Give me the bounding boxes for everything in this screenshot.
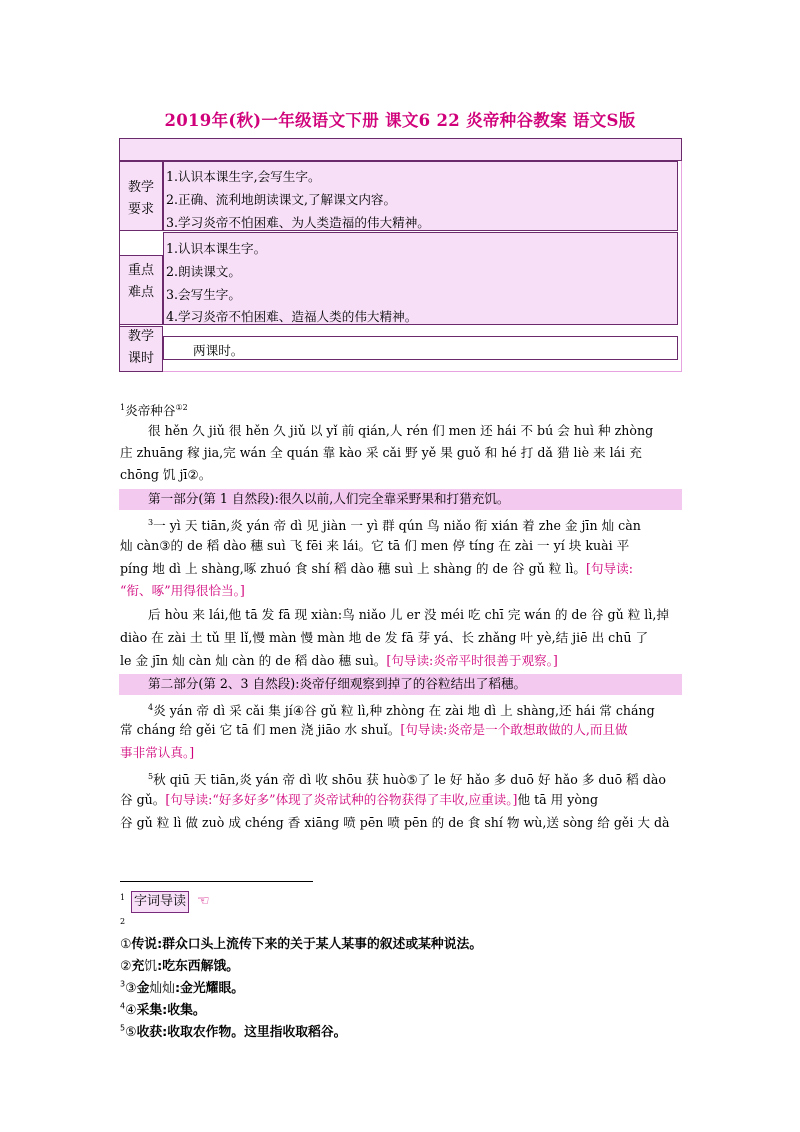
- goal-item: 1.认识本课生字,会写生字。: [166, 169, 321, 184]
- vocab-guide-label: 字词导读: [131, 891, 189, 913]
- hours-value: 两课时。: [193, 343, 244, 358]
- section-summary: 第一部分(第 1 自然段):很久以前,人们完全靠采野果和打猎充饥。: [148, 491, 510, 506]
- text-line: 谷 gǔ 粒 lì 做 zuò 成 chéng 香 xiāng 喷 pēn 喷 pēn 的 de 食 shí 物 wù,送 sòng 给 gěi 大 dà: [120, 815, 670, 830]
- text-line: 后 hòu 来 lái,他 tā 发 fā 现 xiàn:鸟 niǎo 儿 er 没 méi 吃 chī 完 wán 的 de 谷 gǔ 粒 lì,掉: [148, 607, 669, 622]
- text-line: 很 hěn 久 jiǔ 很 hěn 久 jiǔ 以 yǐ 前 qián,人 rén 们 men 还 hái 不 bú 会 huì 种 zhòng: [148, 423, 654, 438]
- text-line: 灿 càn③的 de 稻 dào 穗 suì 飞 fēi 来 lái。它 tā 们 men 停 tíng 在 zài 一 yí 块 kuài 平: [120, 538, 630, 553]
- text-line: 常 cháng 给 gěi 它 tā 们 men 浇 jiāo 水 shuǐ。[句导读:炎帝是一个敢想敢做的人,而且做: [120, 722, 628, 737]
- text-line: píng 地 dì 上 shàng,啄 zhuó 食 shí 稻 dào 穗 suì 上 shàng 的 de 谷 gǔ 粒 lì。[句导读:: [120, 561, 633, 576]
- footnote-sup: 1: [120, 893, 126, 902]
- key-point-item: 1.认识本课生字。: [166, 241, 267, 256]
- text-line: $^3$一 yì 天 tiān,炎 yán 帝 dì 见 jiàn 一 yì 群 qún 鸟 niǎo 衔 xián 着 zhe 金 jīn 灿 càn: [148, 518, 641, 534]
- footnote-item: $^5$⑤收获:收取农作物。这里指收取稻谷。: [120, 1023, 347, 1040]
- goal-item: 2.正确、流利地朗读课文,了解课文内容。: [166, 192, 397, 207]
- text-line: 谷 gǔ。[句导读:“好多好多”体现了炎帝试种的谷物获得了丰收,应重读。]他 tā 用 yòng: [120, 792, 599, 807]
- footnote-separator: [120, 881, 313, 882]
- text-line: le 金 jīn 灿 càn 灿 càn 的 de 稻 dào 穗 suì。[句导读:炎帝平时很善于观察。]: [120, 653, 558, 668]
- page-title: 2019年(秋)一年级语文下册 课文6 22 炎帝种谷教案 语文S版: [164, 111, 636, 130]
- text-line: chōng 饥 jī②。: [120, 467, 212, 482]
- key-point-item: 2.朗读课文。: [166, 264, 241, 279]
- text-line: diào 在 zài 土 tǔ 里 lǐ,慢 màn 慢 màn 地 de 发 fā 芽 yá、长 zhǎng 叶 yè,结 jiē 出 chū 了: [120, 630, 649, 645]
- key-label: 重点 难点: [127, 263, 154, 300]
- table-bottom-border: [119, 371, 682, 372]
- lesson-heading: $^1$炎帝种谷$^{①2}$: [120, 402, 188, 418]
- text-line: $^4$炎 yán 帝 dì 采 cǎi 集 jí④谷 gǔ 粒 lì,种 zhòng 在 zài 地 dì 上 shàng,还 hái 常 cháng: [148, 703, 655, 719]
- reading-guide: [句导读:“好多好多”体现了炎帝试种的谷物获得了丰收,应重读。]: [165, 792, 518, 807]
- goals-label: 教学 要求: [127, 180, 154, 217]
- pointing-hand-icon: ☜: [197, 893, 210, 909]
- footnote-item: $^3$③金灿灿:金光耀眼。: [120, 979, 245, 996]
- reading-guide: [句导读:炎帝是一个敢想敢做的人,而且做: [400, 722, 628, 737]
- key-point-item: 3.会写生字。: [166, 287, 241, 302]
- footnote-sup: 2: [120, 917, 126, 926]
- footnote-item: ②充饥:吃东西解饿。: [120, 959, 239, 974]
- reading-guide: [句导读:: [586, 561, 633, 576]
- section-summary: 第二部分(第 2、3 自然段):炎帝仔细观察到掉了的谷粒结出了稻穗。: [148, 676, 527, 691]
- table-header-row: [119, 138, 682, 161]
- footnote-item: ①传说:群众口头上流传下来的关于某人某事的叙述或某种说法。: [120, 937, 483, 952]
- reading-guide: [句导读:炎帝平时很善于观察。]: [386, 653, 558, 668]
- key-point-item: 4.学习炎帝不怕困难、造福人类的伟大精神。: [166, 309, 418, 324]
- table-right-border: [681, 161, 682, 372]
- footnote-item: $^4$④采集:收集。: [120, 1001, 206, 1018]
- goal-item: 3.学习炎帝不怕困难、为人类造福的伟大精神。: [166, 215, 430, 230]
- hours-label: 教学 课时: [127, 329, 154, 366]
- text-line: 庄 zhuāng 稼 jia,完 wán 全 quán 靠 kào 采 cǎi 野 yě 果 guǒ 和 hé 打 dǎ 猎 liè 来 lái 充: [120, 445, 642, 460]
- reading-guide: 事非常认真。]: [120, 745, 195, 760]
- reading-guide: “衔、啄”用得很恰当。]: [120, 583, 245, 598]
- text-line: $^5$秋 qiū 天 tiān,炎 yán 帝 dì 收 shōu 获 huò⑤了 le 好 hǎo 多 duō 好 hǎo 多 duō 稻 dào: [148, 772, 666, 788]
